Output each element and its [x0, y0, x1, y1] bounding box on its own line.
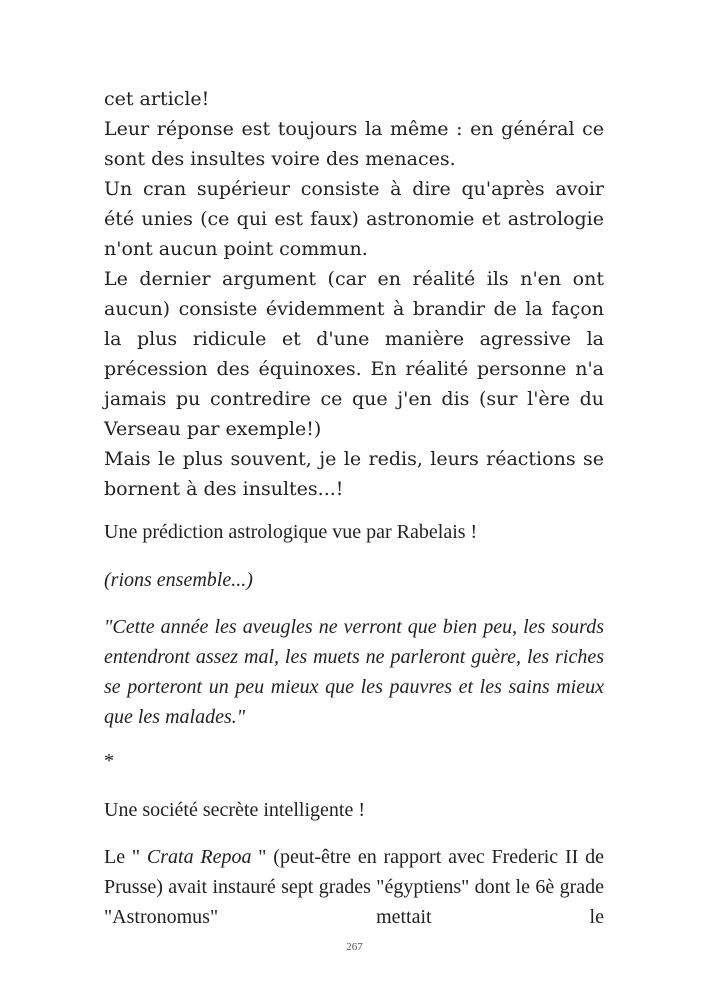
paragraph: cet article!: [104, 88, 210, 110]
separator-asterisk: *: [104, 750, 114, 772]
aside-text: (rions ensemble...): [104, 569, 253, 591]
section-heading-society: Une société secrète intelligente !: [104, 799, 365, 821]
paragraph: Mais le plus souvent, je le redis, leurs réactions se bornent à des insultes...!: [104, 448, 604, 500]
rabelais-quote: "Cette année les aveugles ne verront que bien peu, les sourds entendront assez mal, les muets ne parleront guère, les riches se porteront un peu mieux que les pauvres et les sains mieux que les malades.": [104, 616, 604, 728]
body-text-block: [104, 84, 604, 504]
society-name: Crata Repoa: [146, 846, 252, 868]
paragraph-prefix: Le ": [104, 846, 147, 868]
section-heading-rabelais: Une prédiction astrologique vue par Rabelais !: [104, 521, 478, 543]
paragraph: Un cran supérieur consiste à dire qu'après avoir été unies (ce qui est faux) astronomie et astrologie n'ont aucun point commun.: [104, 178, 604, 260]
paragraph: Leur réponse est toujours la même : en général ce sont des insultes voire des menaces.: [104, 118, 604, 170]
closing-paragraph: [104, 842, 604, 932]
page-number: 267: [346, 941, 363, 953]
paragraph-suffix: " (peut-être en rapport avec Frederic II de Prusse) avait instauré sept grades "égyptiens" dont le 6è grade "Astronomus" mettait le: [104, 846, 604, 928]
paragraph: Le dernier argument (car en réalité ils n'en ont aucun) consiste évidemment à brandir de la façon la plus ridicule et d'une manière agressive la précession des équinoxes. En réalité personne n'a jamais pu contredire ce que j'en dis (sur l'ère du Verseau par exemple!): [104, 268, 604, 440]
